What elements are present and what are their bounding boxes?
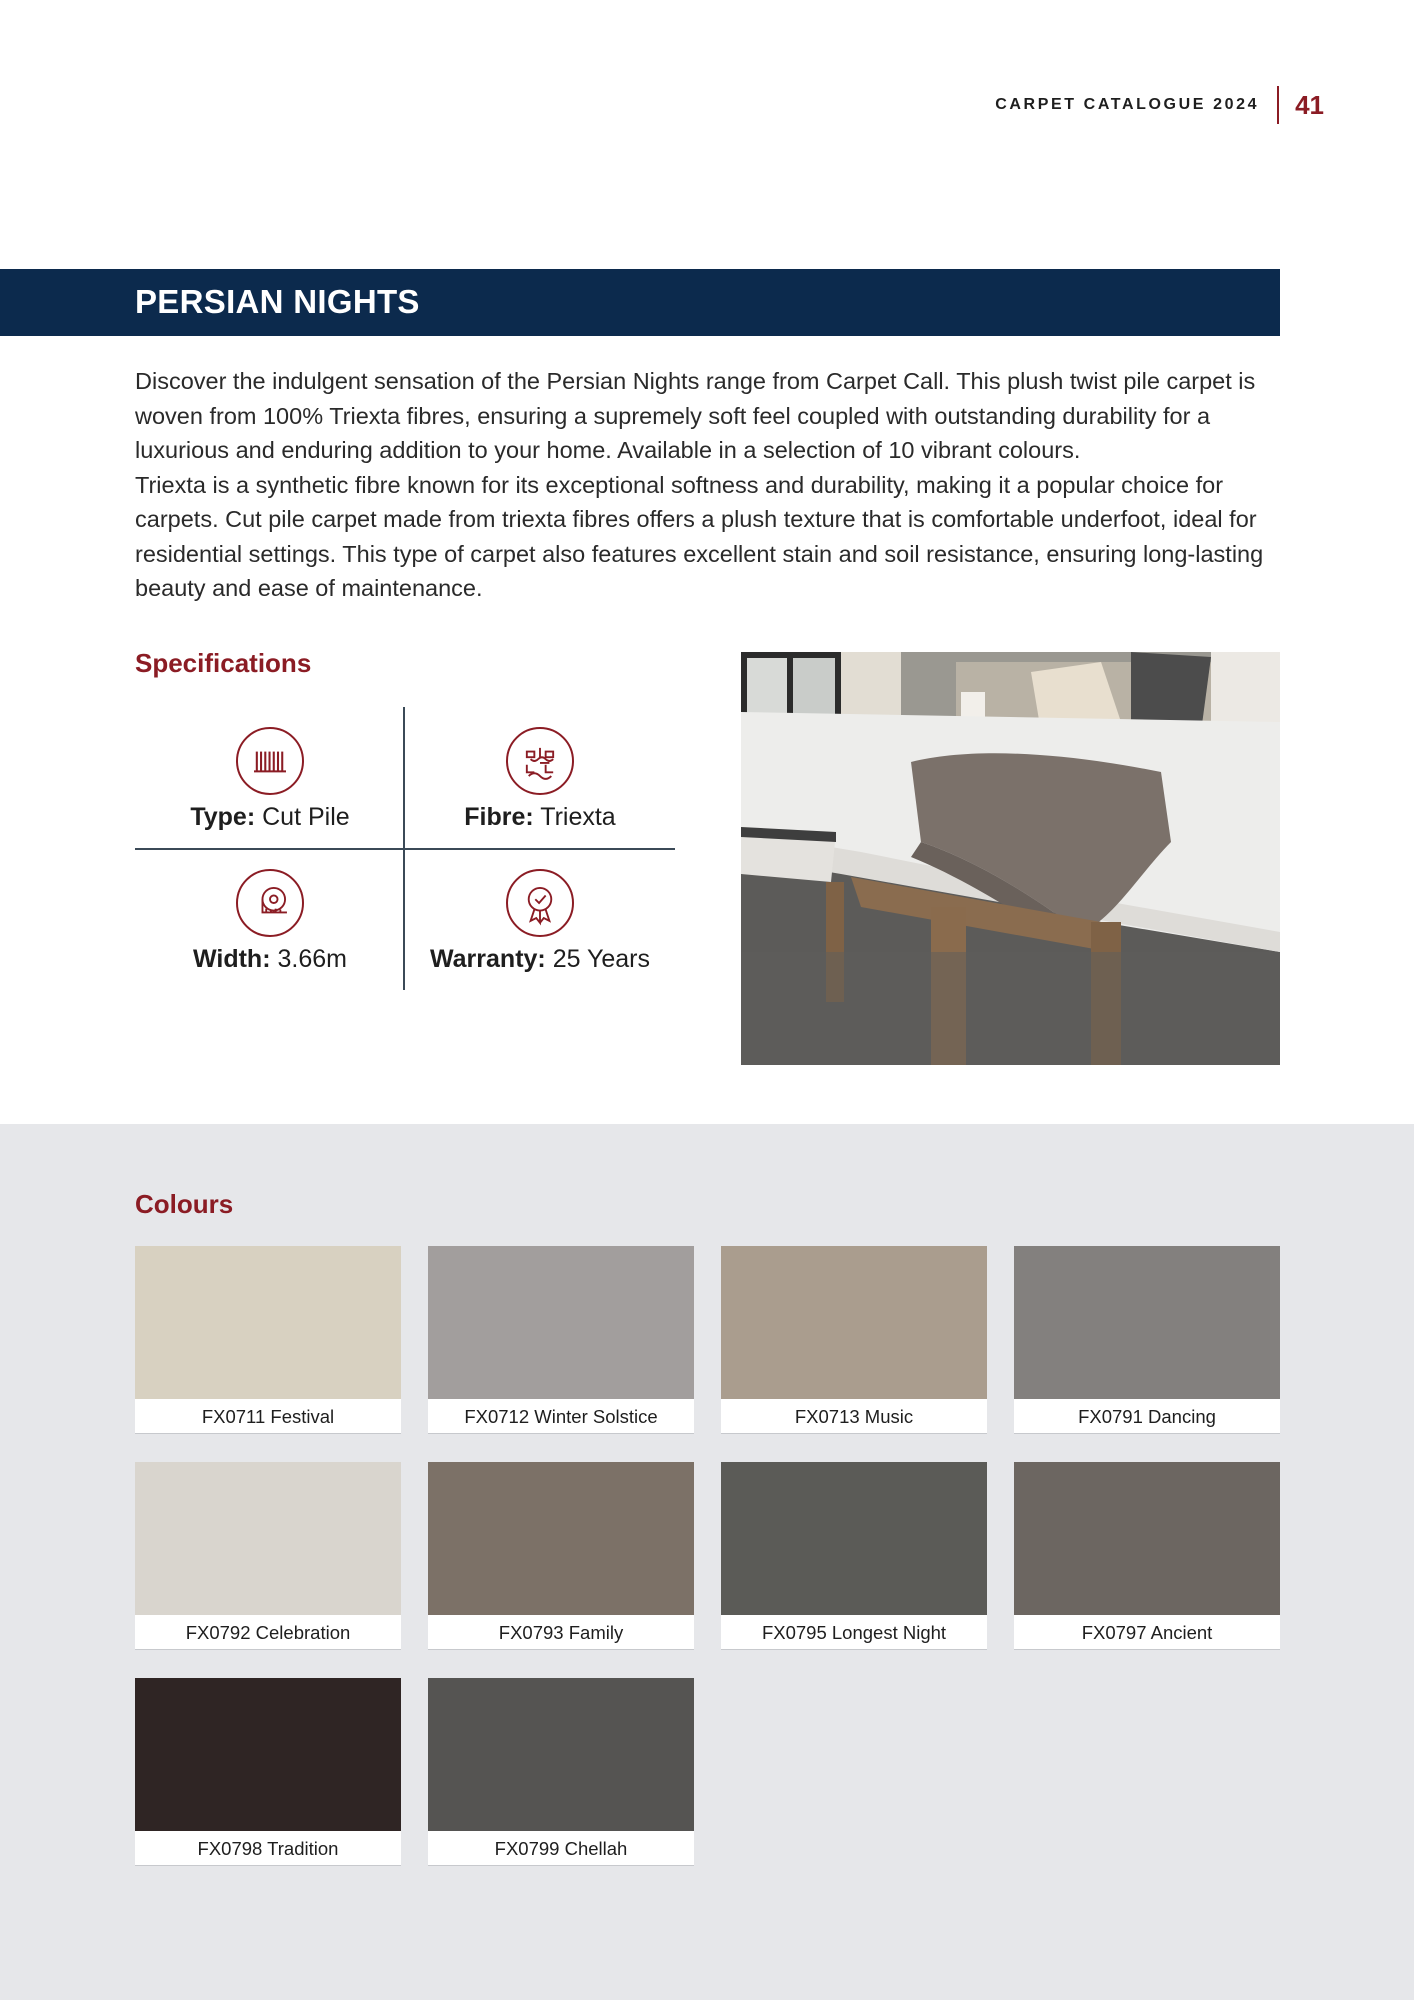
swatch-chip	[135, 1462, 401, 1615]
colours-heading: Colours	[135, 1189, 234, 1219]
swatch-label: FX0791 Dancing	[1014, 1399, 1280, 1434]
description-paragraph-2: Triexta is a synthetic fibre known for its exceptional softness and durability, making it a popular choice for carpets. Cut pile carpet made from triexta fibres offers a plush texture that is comfortable underfoot, ideal for residential settings. This type of carpet also features excellent stain and soil resistance, ensuring long-lasting beauty and ease of maintenance.	[135, 471, 1264, 601]
swatch-chip	[135, 1678, 401, 1831]
swatch-label: FX0795 Longest Night	[721, 1615, 987, 1650]
specifications-grid	[135, 707, 675, 990]
colour-swatch[interactable]	[428, 1678, 694, 1866]
spec-fibre-value: Triexta	[533, 803, 616, 831]
colour-swatch[interactable]	[135, 1678, 401, 1866]
fibre-weave-icon	[506, 727, 574, 795]
swatch-label: FX0711 Festival	[135, 1399, 401, 1434]
spec-fibre-text	[405, 803, 675, 832]
colour-swatch[interactable]	[1014, 1246, 1280, 1434]
spec-type	[135, 707, 405, 848]
product-description	[135, 364, 1280, 606]
swatch-chip	[428, 1678, 694, 1831]
spec-type-text	[135, 803, 405, 832]
swatch-label: FX0792 Celebration	[135, 1615, 401, 1650]
bedroom-photo	[741, 652, 1280, 1065]
swatch-label: FX0798 Tradition	[135, 1831, 401, 1866]
swatch-chip	[428, 1462, 694, 1615]
spec-width-label: Width:	[193, 945, 271, 973]
spec-warranty-value: 25 Years	[545, 945, 651, 973]
spec-fibre	[405, 707, 675, 848]
colour-swatch[interactable]	[721, 1462, 987, 1650]
swatch-chip	[1014, 1246, 1280, 1399]
product-title-bar	[0, 269, 1280, 336]
colour-swatch[interactable]	[135, 1462, 401, 1650]
swatch-label: FX0712 Winter Solstice	[428, 1399, 694, 1434]
swatch-chip	[1014, 1462, 1280, 1615]
spec-warranty-text	[405, 945, 675, 974]
colour-swatch[interactable]	[428, 1246, 694, 1434]
swatch-chip	[721, 1462, 987, 1615]
product-title: PERSIAN NIGHTS	[135, 283, 420, 320]
swatch-chip	[721, 1246, 987, 1399]
colour-swatch[interactable]	[1014, 1462, 1280, 1650]
spec-type-label: Type:	[190, 803, 256, 831]
colour-swatch[interactable]	[135, 1246, 401, 1434]
measuring-tape-icon	[236, 869, 304, 937]
colour-swatch[interactable]	[428, 1462, 694, 1650]
cut-pile-icon	[236, 727, 304, 795]
colour-swatch[interactable]	[721, 1246, 987, 1434]
spec-width	[135, 849, 405, 990]
description-paragraph-1: Discover the indulgent sensation of the Persian Nights range from Carpet Call. This plush twist pile carpet is woven from 100% Triexta fibres, ensuring a supremely soft feel coupled with outstanding durability for a luxurious and enduring addition to your home. Available in a selection of 10 vibrant colours.	[135, 368, 1256, 463]
spec-fibre-label: Fibre:	[464, 803, 534, 831]
swatch-label: FX0713 Music	[721, 1399, 987, 1434]
swatch-label: FX0793 Family	[428, 1615, 694, 1650]
swatch-label: FX0797 Ancient	[1014, 1615, 1280, 1650]
warranty-badge-icon	[506, 869, 574, 937]
spec-width-text	[135, 945, 405, 974]
catalogue-title: CARPET CATALOGUE 2024	[995, 96, 1260, 113]
page-number: 41	[1295, 89, 1324, 120]
spec-warranty-label: Warranty:	[429, 945, 546, 973]
spec-warranty	[405, 849, 675, 990]
page-header	[995, 86, 1324, 124]
swatch-label: FX0799 Chellah	[428, 1831, 694, 1866]
swatch-chip	[428, 1246, 694, 1399]
header-divider	[1277, 86, 1279, 124]
spec-width-value: 3.66m	[270, 945, 347, 973]
swatch-chip	[135, 1246, 401, 1399]
specifications-heading: Specifications	[135, 648, 312, 678]
spec-type-value: Cut Pile	[255, 803, 350, 831]
